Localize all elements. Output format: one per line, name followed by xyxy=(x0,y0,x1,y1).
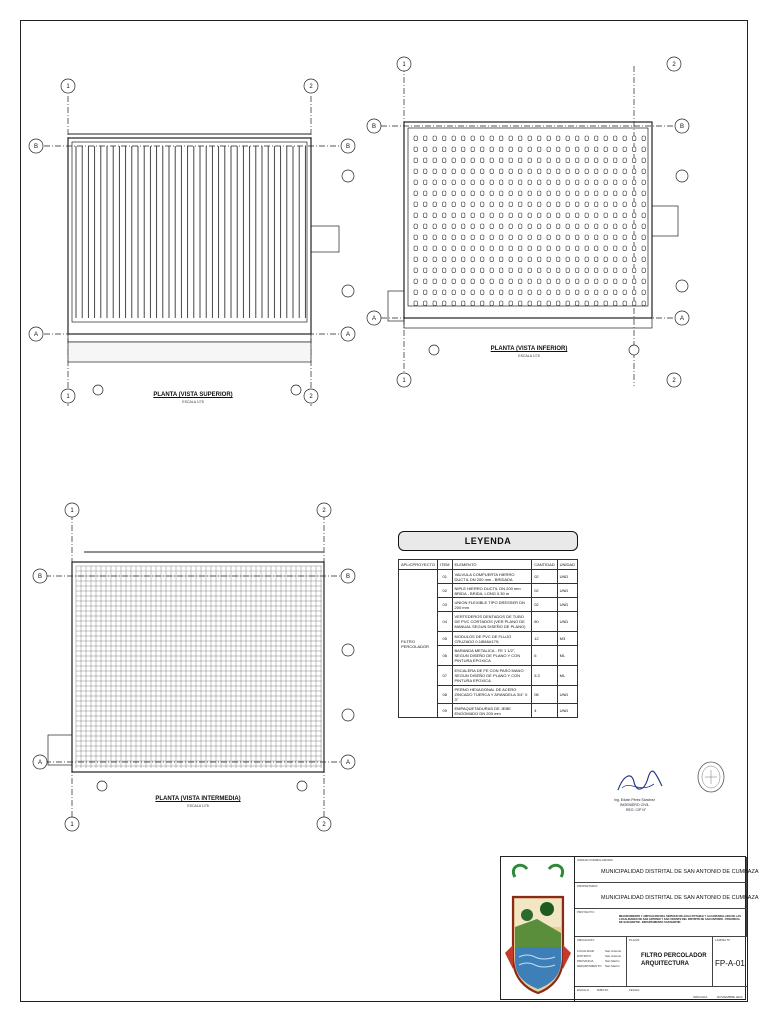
axis-label-1: 1 xyxy=(66,394,70,400)
legend-cell-unit: UND xyxy=(557,570,577,584)
axis-label-1: 1 xyxy=(402,378,406,384)
legend-cell-qty: 02 xyxy=(532,584,557,598)
signature-name: Ing. Edwin Pérez Sánchez xyxy=(614,798,656,802)
legend-row xyxy=(399,570,578,584)
axis-label-b: B xyxy=(33,144,39,150)
legend-cell-item: 08 xyxy=(437,686,452,704)
axis-label-1: 1 xyxy=(70,822,74,828)
project-label: PROYECTO: xyxy=(577,910,595,914)
legend-cell-item: 05 xyxy=(437,632,452,646)
plan-scale-middle: ESCALA 1/75 xyxy=(187,804,209,808)
location-key: PROVINCIA xyxy=(577,959,594,963)
legend-cell-element: ESCALERA DE FE CON PASO MANO SEGUN DISEÑO DE PLANO Y CON PINTURA EPOXICA xyxy=(452,666,532,686)
legend-cell-qty: 02 xyxy=(532,598,557,612)
signature-role: INGENIERO CIVIL xyxy=(620,803,650,807)
axis-label-b: B xyxy=(345,144,351,150)
owner-cell xyxy=(575,883,759,909)
plan-label: PLANO: xyxy=(629,938,641,942)
axis-label-b: B xyxy=(679,124,685,130)
axis-label-a: A xyxy=(679,316,685,322)
axis-label-1: 1 xyxy=(70,508,74,514)
legend-header-element: ELEMENTO xyxy=(452,560,532,570)
owner-label: PROPIETARIO: xyxy=(577,884,599,888)
plan-middle-view xyxy=(28,500,358,840)
legend-header-qty: CANTIDAD xyxy=(532,560,557,570)
legend-cell-unit: ML xyxy=(557,646,577,666)
axis-label-a: A xyxy=(37,760,43,766)
legend-cell-qty: 4 xyxy=(532,704,557,718)
legend-cell-element: UNION FLEXIBLE TIPO DRESSER DN 200 mm xyxy=(452,598,532,612)
legend-group-label: FILTRO PERCOLADOR xyxy=(399,570,438,718)
plan-title-middle: PLANTA (VISTA INTERMEDIA) xyxy=(155,796,241,802)
legend-header-unit: UNIDAD xyxy=(557,560,577,570)
axis-label-a: A xyxy=(371,316,377,322)
plan-title-bottom: PLANTA (VISTA INFERIOR) xyxy=(490,346,568,352)
location-value: San Antonio xyxy=(605,954,622,958)
legend-cell-qty: 12 xyxy=(532,632,557,646)
plan-value-1: FILTRO PERCOLADOR xyxy=(641,953,707,959)
legend-cell-item: 06 xyxy=(437,646,452,666)
axis-label-a: A xyxy=(345,760,351,766)
legend-cell-unit: M3 xyxy=(557,632,577,646)
unit-label: UNIDAD FORMULADORA: xyxy=(577,858,614,862)
legend-cell-qty: 5.3 xyxy=(532,666,557,686)
plan-value-2: ARQUITECTURA xyxy=(641,961,689,967)
date-label: FECHA: xyxy=(629,988,641,992)
signature-reg: REG. CIP N° xyxy=(626,808,647,812)
legend-cell-element: PERNO HEXAGONAL DE ACERO ZINCADO TUERCA Y ARANDELA 3/4" X 3" xyxy=(452,686,532,704)
legend-cell-item: 04 xyxy=(437,612,452,632)
drawing-label: DIBUJO: xyxy=(597,988,609,992)
plan-title-top: PLANTA (VISTA SUPERIOR) xyxy=(153,392,233,398)
legend-cell-item: 03 xyxy=(437,598,452,612)
legend-cell-unit: ML xyxy=(557,666,577,686)
location-label: UBICACION: xyxy=(577,938,595,942)
location-value: San Antonio xyxy=(605,949,622,953)
legend-cell-unit: UND xyxy=(557,584,577,598)
legend-cell-unit: UND xyxy=(557,704,577,718)
legend-cell-qty: 02 xyxy=(532,570,557,584)
legend-cell-item: 02 xyxy=(437,584,452,598)
legend-cell-unit: UND xyxy=(557,612,577,632)
axis-label-b: B xyxy=(37,574,43,580)
legend-cell-qty: 08 xyxy=(532,686,557,704)
legend-cell-element: BARANDA METALICA - FE 1 1/2", SEGUN DISEÑO DE PLANO Y CON PINTURA EPOXICA xyxy=(452,646,532,666)
legend-header-item: ITEM xyxy=(437,560,452,570)
sheet-value: FP-A-01 xyxy=(715,959,745,968)
owner-value: MUNICIPALIDAD DISTRITAL DE SAN ANTONIO DE CUMBAZA xyxy=(601,895,759,901)
legend-title: LEYENDA xyxy=(398,531,578,551)
title-block xyxy=(500,856,759,1000)
coat-of-arms-icon xyxy=(501,857,575,1001)
plan-scale-bottom: ESCALA 1/75 xyxy=(518,354,540,358)
plan-scale-top: ESCALA 1/75 xyxy=(182,400,204,404)
axis-label-b: B xyxy=(371,124,377,130)
legend-cell-qty: 6 xyxy=(532,646,557,666)
location-key: LOCALIDAD xyxy=(577,949,595,953)
legend-cell-element: VERTEDEROS DENTADOS DE TUBO DE PVC CORTADOS (VER PLANO DE MANUAL SEGUN DISEÑO DE PLANO) xyxy=(452,612,532,632)
location-row xyxy=(577,964,627,969)
axis-label-b: B xyxy=(345,574,351,580)
location-value: San Martin xyxy=(605,959,620,963)
project-cell xyxy=(575,909,747,937)
plan-cell xyxy=(627,937,713,987)
axis-label-2: 2 xyxy=(672,378,676,384)
legend-cell-element: NIPLE HIERRO DUCTIL DN 200 mm BRIDA - BRIDA, LONG 0.30 m xyxy=(452,584,532,598)
legend-cell-unit: UND xyxy=(557,686,577,704)
sheet-cell xyxy=(713,937,747,987)
legend-cell-unit: UND xyxy=(557,598,577,612)
location-key: DEPARTAMENTO xyxy=(577,964,602,968)
scale-value: INDICADA xyxy=(693,995,708,999)
axis-label-2: 2 xyxy=(309,84,313,90)
unit-value: MUNICIPALIDAD DISTRITAL DE SAN ANTONIO DE CUMBAZA xyxy=(601,869,759,875)
location-key: DISTRITO xyxy=(577,954,591,958)
municipal-logo xyxy=(501,857,575,1001)
legend-cell-qty: 60 xyxy=(532,612,557,632)
axis-label-2: 2 xyxy=(322,508,326,514)
location-cell xyxy=(575,937,627,987)
footer-row xyxy=(575,987,747,1001)
axis-label-2: 2 xyxy=(672,62,676,68)
date-value: NOVIEMBRE 2022 xyxy=(717,995,743,999)
axis-label-a: A xyxy=(345,332,351,338)
scale-label: ESCALA: xyxy=(577,988,590,992)
legend-panel xyxy=(398,531,578,718)
legend-cell-item: 07 xyxy=(437,666,452,686)
legend-cell-item: 01 xyxy=(437,570,452,584)
legend-cell-item: 09 xyxy=(437,704,452,718)
plan-bottom-view xyxy=(364,56,694,396)
axis-label-1: 1 xyxy=(66,84,70,90)
unit-cell xyxy=(575,857,759,883)
location-value: San Martin xyxy=(605,964,620,968)
axis-label-1: 1 xyxy=(402,62,406,68)
axis-label-a: A xyxy=(33,332,39,338)
seal-stamp xyxy=(696,760,726,799)
legend-table xyxy=(398,559,578,718)
plan-top-view xyxy=(28,76,358,416)
signature-icon xyxy=(610,768,670,798)
legend-cell-element: VALVULA COMPUERTA HIERRO DUCTIL DN 200 mm - BRIDADA xyxy=(452,570,532,584)
axis-label-2: 2 xyxy=(309,394,313,400)
legend-cell-element: MODULOS DE PVC DE FLUJO CRUZADO 0.18M&#179; xyxy=(452,632,532,646)
signature-stamp xyxy=(610,768,670,814)
seal-icon xyxy=(696,760,726,794)
legend-cell-element: EMPAQUETADURAS DE JEBE ENGOMADO DN 200 mm xyxy=(452,704,532,718)
legend-header-group: APLICPROYECTO xyxy=(399,560,438,570)
axis-label-2: 2 xyxy=(322,822,326,828)
sheet-label: LAMINA N°: xyxy=(715,938,732,942)
project-value: MEJORAMIENTO Y AMPLIACION DEL SERVICIO DE AGUA POTABLE Y ALCANTARILLADO DE LAS LOCALIDADES DE SAN ANTONIO Y SAN VICENTE DEL DISTRITO DE SAN ANTONIO - PROVINCIA DE SAN MARTIN - DEPARTAMENTO SAN MARTIN xyxy=(619,915,741,925)
